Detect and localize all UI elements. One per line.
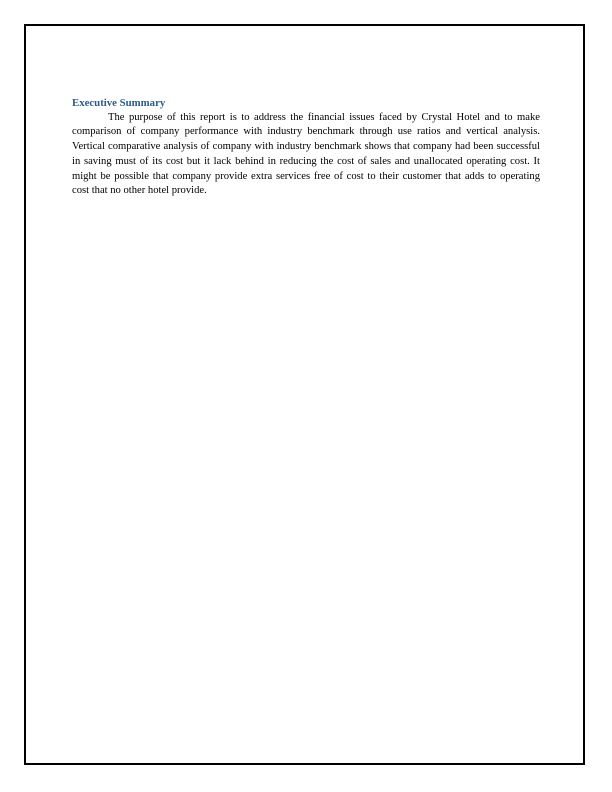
executive-summary-paragraph: The purpose of this report is to address the financial issues faced by Crystal Hotel and to make comparison of company performance with industry benchmark through use ratios and vertical analysis. Vertical comparative analysis of company with industry benchmark shows that company had been successful in saving must of its cost but it lack behind in reducing the cost of sales and unallocated operating cost. It might be possible that company provide extra services free of cost to their customer that adds to operating cost that no other hotel provide. (72, 111, 540, 197)
document-content (72, 96, 540, 199)
executive-summary-heading: Executive Summary (72, 97, 166, 109)
